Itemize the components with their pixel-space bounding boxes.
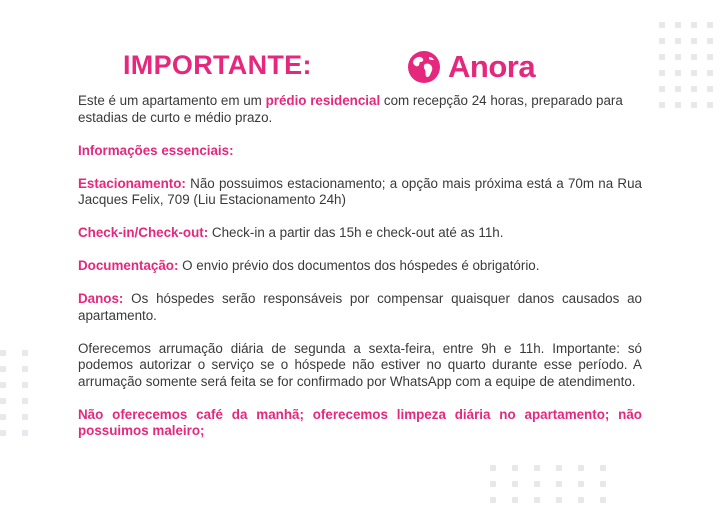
decorative-dot (707, 70, 713, 76)
decorative-dot (691, 86, 697, 92)
decorative-dot (675, 102, 681, 108)
decorative-dot (22, 382, 28, 388)
decorative-dot (659, 70, 665, 76)
decorative-dot (659, 38, 665, 44)
decorative-dot (578, 465, 584, 471)
decorative-dot (659, 54, 665, 60)
damage-text: Os hóspedes serão responsáveis por compensar quaisquer danos causados ao apartamento. (78, 291, 642, 323)
decorative-dot (22, 398, 28, 404)
brand-name: Anora (448, 49, 536, 84)
decorative-dot (675, 70, 681, 76)
intro-highlight: prédio residencial (265, 93, 381, 108)
decorative-dot (659, 86, 665, 92)
intro-paragraph (78, 93, 642, 126)
info-body (78, 93, 642, 456)
decorative-dot (490, 481, 496, 487)
page-title: IMPORTANTE: (123, 50, 312, 80)
docs-label: Documentação: (78, 258, 179, 273)
decorative-dot (556, 465, 562, 471)
dot-pattern-left (0, 350, 28, 436)
decorative-dot (691, 38, 697, 44)
decorative-dot (0, 350, 6, 356)
docs-item (78, 258, 642, 275)
decorative-dot (691, 22, 697, 28)
decorative-dot (22, 350, 28, 356)
decorative-dot (22, 430, 28, 436)
globe-icon (407, 50, 441, 84)
dot-pattern-top-right (659, 22, 720, 108)
decorative-dot (675, 38, 681, 44)
dot-pattern-bottom (490, 465, 606, 503)
cleaning-paragraph: Oferecemos arrumação diária de segunda a sexta-feira, entre 9h e 11h. Importante: só podemos autorizar o serviço se o hóspede não estiver no quarto durante esse período. A arrumação somente será feita se for confirmado por WhatsApp com a equipe de atendimento. (78, 340, 642, 389)
decorative-dot (707, 86, 713, 92)
damage-item (78, 291, 642, 324)
checkin-item (78, 225, 642, 242)
decorative-dot (600, 481, 606, 487)
parking-item (78, 176, 642, 209)
docs-text: O envio prévio dos documentos dos hóspedes é obrigatório. (178, 258, 540, 273)
decorative-dot (0, 414, 6, 420)
parking-label: Estacionamento: (78, 175, 186, 191)
decorative-dot (512, 481, 518, 487)
decorative-dot (600, 465, 606, 471)
decorative-dot (534, 497, 540, 503)
decorative-dot (556, 497, 562, 503)
decorative-dot (22, 366, 28, 372)
decorative-dot (691, 102, 697, 108)
decorative-dot (707, 22, 713, 28)
decorative-dot (22, 414, 28, 420)
decorative-dot (578, 481, 584, 487)
decorative-dot (707, 54, 713, 60)
decorative-dot (490, 465, 496, 471)
decorative-dot (512, 497, 518, 503)
decorative-dot (0, 366, 6, 372)
decorative-dot (490, 497, 496, 503)
decorative-dot (675, 54, 681, 60)
decorative-dot (512, 465, 518, 471)
decorative-dot (0, 430, 6, 436)
decorative-dot (600, 497, 606, 503)
decorative-dot (0, 382, 6, 388)
checkin-label: Check-in/Check-out: (78, 225, 209, 240)
decorative-dot (675, 86, 681, 92)
decorative-dot (556, 481, 562, 487)
damage-label: Danos: (78, 291, 124, 306)
decorative-dot (691, 70, 697, 76)
intro-text-end: com recepção 24 horas, preparado para estadias de curto e médio prazo. (78, 93, 623, 125)
decorative-dot (659, 22, 665, 28)
intro-text: Este é um apartamento em um (78, 93, 266, 108)
parking-text: Não possuimos estacionamento; a opção mais próxima está a 70m na Rua Jacques Felix, 709 (Liu Estacionamento 24h) (78, 175, 642, 207)
decorative-dot (659, 102, 665, 108)
decorative-dot (534, 465, 540, 471)
footer-note: Não oferecemos café da manhã; oferecemos limpeza diária no apartamento; não possuimos maleiro; (78, 406, 642, 438)
decorative-dot (675, 22, 681, 28)
decorative-dot (691, 54, 697, 60)
decorative-dot (534, 481, 540, 487)
decorative-dot (707, 102, 713, 108)
decorative-dot (707, 38, 713, 44)
brand-logo (407, 50, 535, 84)
decorative-dot (578, 497, 584, 503)
decorative-dot (0, 398, 6, 404)
checkin-text: Check-in a partir das 15h e check-out até as 11h. (208, 225, 504, 240)
section-title: Informações essenciais: (78, 142, 234, 158)
